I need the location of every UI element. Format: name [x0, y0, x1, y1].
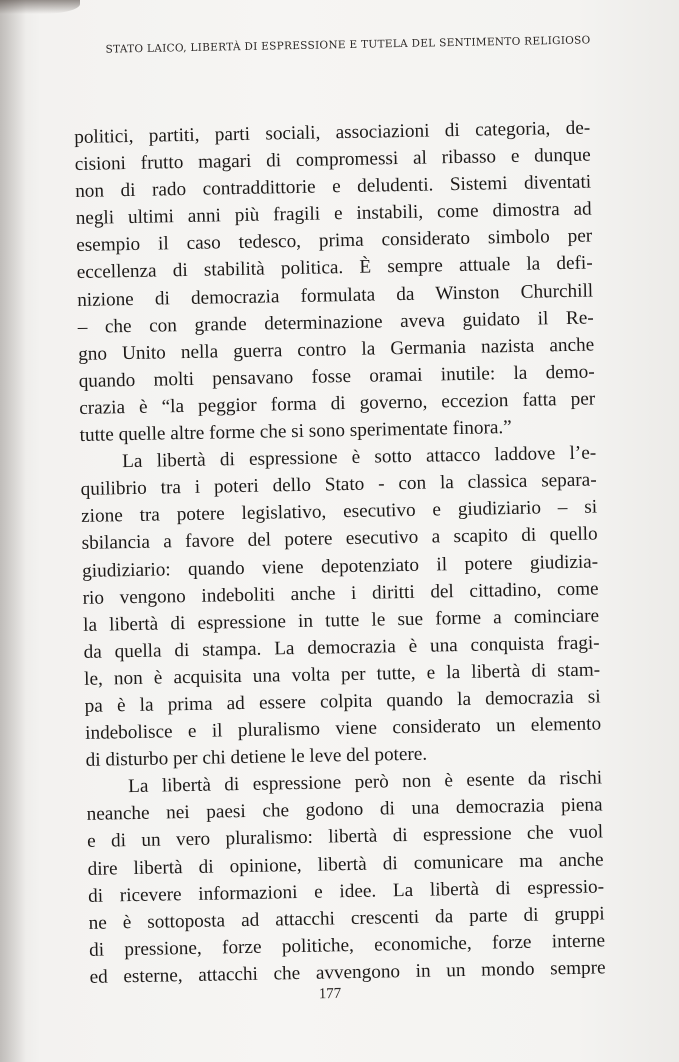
text-line: indebolisce e il pluralismo viene considerato un elemento — [84, 713, 602, 744]
text-line: La libertà di espressione è sotto attacco laddove l’e- — [122, 442, 597, 473]
text-line: La libertà di espressione però non è esente da rischi — [127, 767, 603, 798]
text-line: rio vengono indeboliti anche i diritti del cittadino, come — [82, 578, 599, 609]
text-line: di pressione, forze politiche, economiche, forze interne — [88, 930, 606, 961]
text-line: pa è la prima ad essere colpita quando la democrazia si — [84, 686, 601, 717]
text-line: sbilancia a favore del potere esecutivo a scapito di quello — [81, 523, 598, 555]
text-line: tutte quelle altre forme che si sono sperimentate finora.” — [79, 417, 512, 446]
text-line: non di rado contraddittorie e deludenti. Sistemi diventati — [75, 171, 592, 203]
text-line: crazia è “la peggior forma di governo, eccezion fatta per — [79, 388, 596, 419]
text-line: nizione di democrazia formulata da Winston Churchill — [77, 280, 594, 311]
body-text — [74, 115, 606, 991]
text-line: eccellenza di stabilità politica. È sempre attuale la defi- — [76, 252, 593, 284]
text-line: di disturbo per chi detiene le leve del potere. — [85, 743, 428, 772]
text-line: – che con grande determinazione aveva guidato il Re- — [77, 307, 594, 338]
text-line: politici, partiti, parti sociali, associazioni di categoria, de- — [74, 117, 591, 148]
text-line: giudiziario: quando viene depotenziato il potere giudizia- — [81, 550, 599, 582]
text-line: esempio il caso tedesco, prima considerato simbolo per — [76, 225, 593, 257]
text-line: la libertà di espressione in tutte le sue forme a cominciare — [82, 605, 600, 636]
paragraph-3 — [86, 765, 606, 991]
text-line: zione tra potere legislativo, esecutivo e giudiziario – si — [81, 496, 598, 528]
running-head: STATO LAICO, LIBERTÀ DI ESPRESSIONE E TUTELA DEL SENTIMENTO RELIGIOSO — [105, 34, 591, 56]
text-line: ne è sottoposta ad attacchi crescenti da parte di gruppi — [88, 903, 605, 934]
text-line: dire libertà di opinione, libertà di comunicare ma anche — [87, 848, 604, 880]
text-line: ed esterne, attacchi che avvengono in un mondo sempre — [89, 957, 606, 988]
text-line: le, non è acquisita una volta per tutte, e la libertà di stam- — [83, 659, 601, 690]
text-line: gno Unito nella guerra contro la Germania nazista anche — [78, 334, 595, 365]
paragraph-2 — [80, 440, 602, 775]
text-line: quilibrio tra i poteri dello Stato - con la classica separa- — [80, 469, 597, 501]
text-line: di ricevere informazioni e idee. La libertà di espressio- — [87, 876, 605, 907]
page-corner-mark — [0, 0, 80, 14]
paragraph-1 — [74, 115, 596, 450]
text-line: da quella di stampa. La democrazia è una conquista fragi- — [83, 632, 600, 663]
page-number: 177 — [318, 985, 342, 1003]
text-line: quando molti pensavano fosse oramai inutile: la demo- — [78, 361, 595, 392]
spine-shadow — [0, 0, 26, 1062]
text-line: cisioni frutto magari di compromessi al ribasso e dunque — [74, 144, 591, 176]
text-line: negli ultimi anni più fragili e instabili, come dimostra ad — [75, 198, 592, 230]
text-line: neanche nei paesi che godono di una democrazia piena — [86, 794, 603, 826]
text-line: e di un vero pluralismo: libertà di espressione che vuol — [86, 821, 604, 853]
